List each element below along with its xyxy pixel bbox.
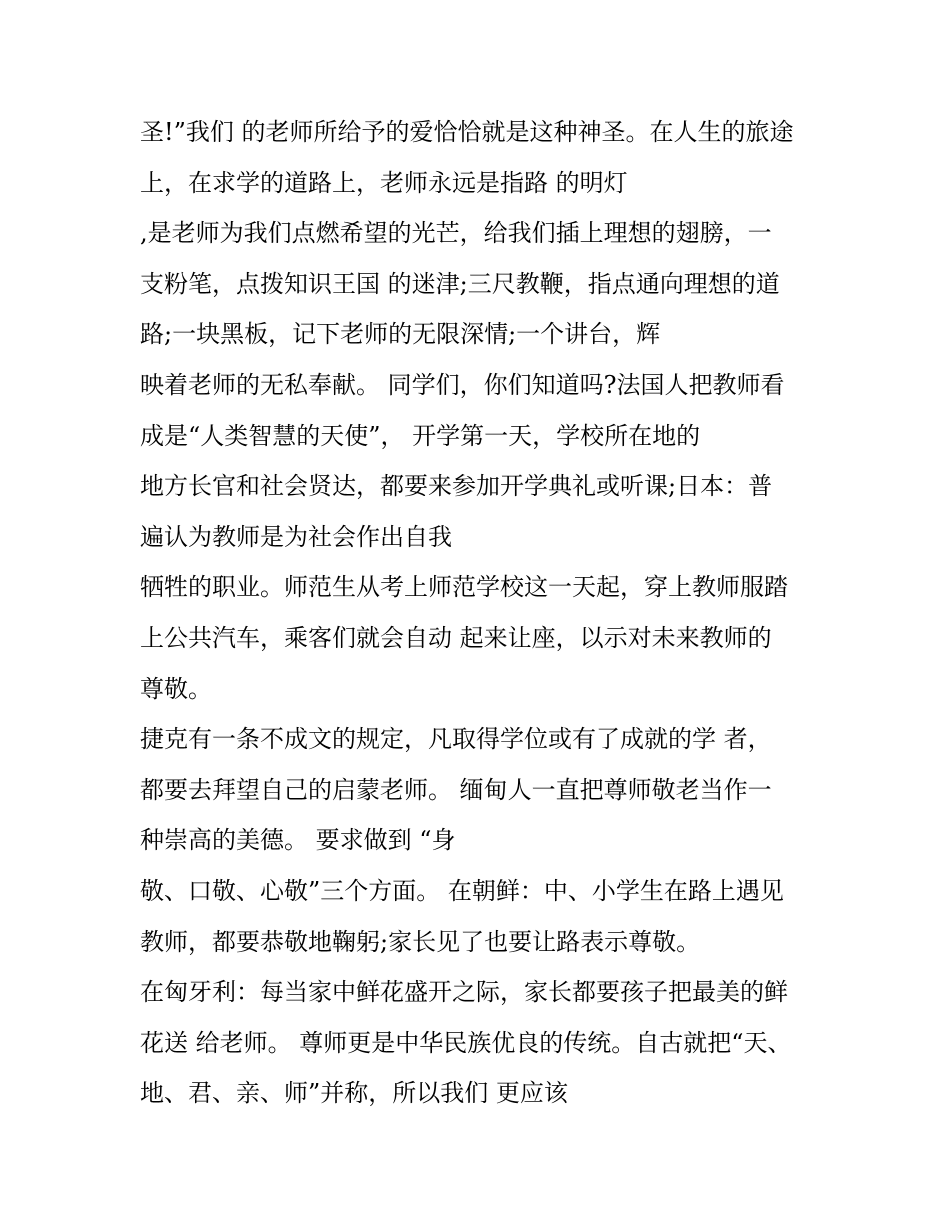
text-line: 种崇高的美德。 要求做到 “身 (140, 826, 456, 855)
text-line: 地、君、亲、师”并称，所以我们 更应该 (140, 1079, 568, 1108)
text-line: 上，在求学的道路上，老师永远是指路 的明灯 (140, 168, 628, 197)
text-line: 在匈牙利：每当家中鲜花盛开之际，家长都要孩子把最美的鲜 (140, 978, 788, 1007)
text-line: 牺牲的职业。师范生从考上师范学校这一天起，穿上教师服踏 (140, 573, 788, 602)
text-line: 都要去拜望自己的启蒙老师。 缅甸人一直把尊师敬老当作一 (140, 775, 772, 804)
text-line: 教师，都要恭敬地鞠躬;家长见了也要让路表示尊敬。 (140, 927, 701, 956)
text-line: 捷克有一条不成文的规定，凡取得学位或有了成就的学 者， (140, 725, 772, 754)
text-line: 路;一块黑板，记下老师的无限深情;一个讲台，辉 (140, 320, 661, 349)
text-line: 地方长官和社会贤达，都要来参加开学典礼或听课;日本：普 (140, 472, 773, 501)
text-line: 遍认为教师是为社会作出自我 (140, 522, 452, 551)
text-line: 成是“人类智慧的天使”， 开学第一天，学校所在地的 (140, 421, 701, 450)
text-line: 圣!”我们 的老师所给予的爱恰恰就是这种神圣。在人生的旅途 (140, 118, 794, 146)
text-line: 尊敬。 (140, 674, 212, 703)
text-line: 映着老师的无私奉献。 同学们，你们知道吗?法国人把教师看 (140, 370, 785, 399)
text-line: 支粉笔，点拨知识王国 的迷津;三尺教鞭，指点通向理想的道 (140, 269, 780, 298)
text-line: 上公共汽车，乘客们就会自动 起来让座，以示对未来教师的 (140, 623, 772, 652)
text-line: 花送 给老师。 尊师更是中华民族优良的传统。自古就把“天、 (140, 1028, 792, 1057)
text-line: 敬、口敬、心敬”三个方面。 在朝鲜：中、小学生在路上遇见 (140, 876, 784, 905)
text-line: ,是老师为我们点燃希望的光芒，给我们插上理想的翅膀，一 (140, 219, 772, 248)
body-text (140, 107, 830, 1119)
